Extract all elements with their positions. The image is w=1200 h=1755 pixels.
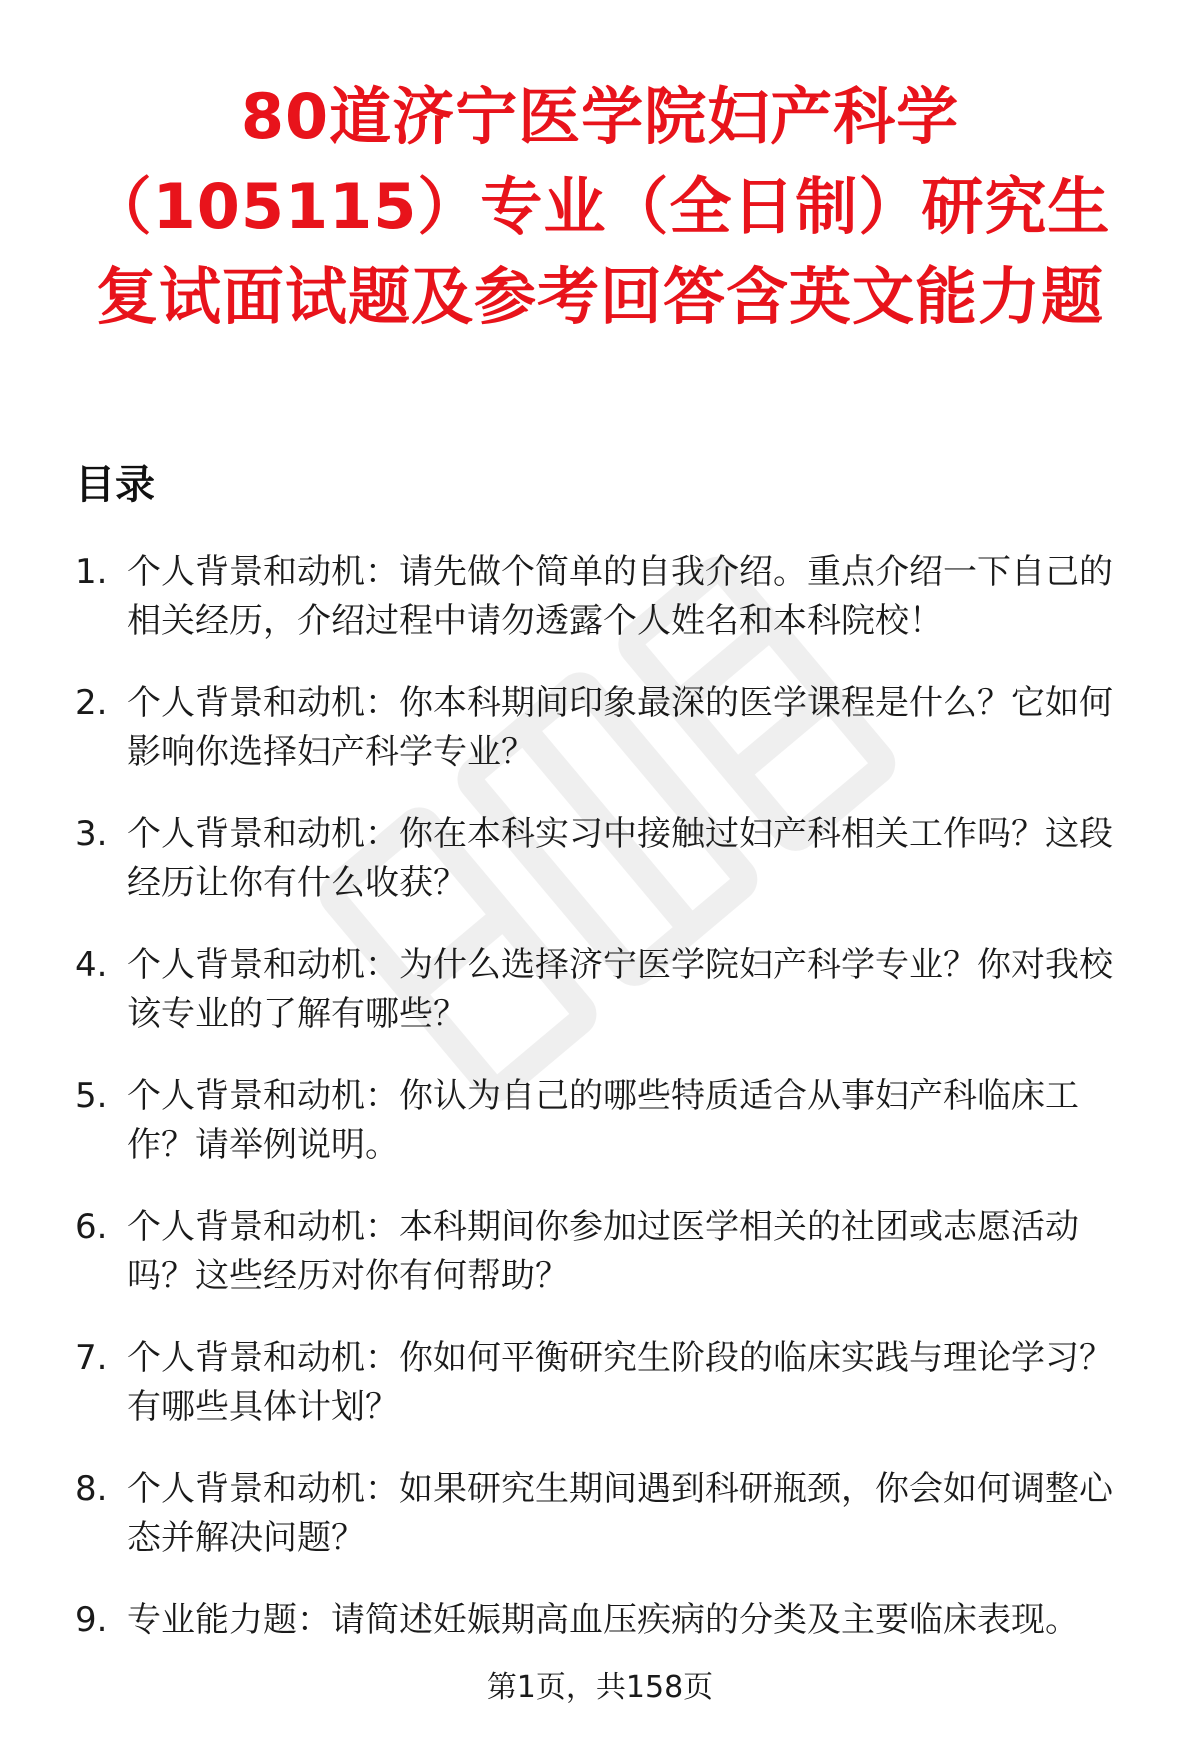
toc-item-number: 4. — [75, 945, 108, 985]
toc-item-text: 个人背景和动机：如果研究生期间遇到科研瓶颈，你会如何调整心态并解决问题？ — [127, 1469, 1113, 1558]
toc-item-text: 个人背景和动机：本科期间你参加过医学相关的社团或志愿活动吗？这些经历对你有何帮助？ — [127, 1207, 1079, 1296]
toc-item[interactable] — [75, 1596, 1140, 1645]
toc-item[interactable] — [75, 1203, 1140, 1301]
toc-item[interactable] — [75, 679, 1140, 777]
toc-item-text: 个人背景和动机：为什么选择济宁医学院妇产科学专业？你对我校该专业的了解有哪些？ — [127, 945, 1113, 1034]
toc-item-text: 个人背景和动机：你如何平衡研究生阶段的临床实践与理论学习？有哪些具体计划？ — [127, 1338, 1113, 1427]
toc-item[interactable] — [75, 1465, 1140, 1563]
page-footer: 第1页，共158页 — [486, 1670, 714, 1705]
toc-item-text: 个人背景和动机：你本科期间印象最深的医学课程是什么？它如何影响你选择妇产科学专业？ — [127, 683, 1113, 772]
toc-item-text: 个人背景和动机：你认为自己的哪些特质适合从事妇产科临床工作？请举例说明。 — [127, 1076, 1079, 1165]
toc-item-text: 个人背景和动机：你在本科实习中接触过妇产科相关工作吗？这段经历让你有什么收获？ — [127, 814, 1113, 903]
document-title: 80道济宁医学院妇产科学（105115）专业（全日制）研究生复试面试题及参考回答含英文能力题 — [89, 80, 1111, 333]
toc-item-number: 3. — [75, 814, 108, 854]
toc-item-number: 8. — [75, 1469, 108, 1509]
toc-item[interactable] — [75, 1334, 1140, 1432]
toc-item-number: 6. — [75, 1207, 108, 1247]
toc-item[interactable] — [75, 1072, 1140, 1170]
toc-item-number: 9. — [75, 1600, 108, 1640]
toc-item[interactable] — [75, 941, 1140, 1039]
toc-item[interactable] — [75, 548, 1140, 646]
toc-list — [75, 548, 1140, 1645]
toc-item-number: 2. — [75, 683, 108, 723]
toc-item-number: 5. — [75, 1076, 108, 1116]
toc-item[interactable] — [75, 810, 1140, 908]
toc-item-text: 个人背景和动机：请先做个简单的自我介绍。重点介绍一下自己的相关经历，介绍过程中请勿透露个人姓名和本科院校！ — [127, 552, 1113, 641]
toc-item-text: 专业能力题：请简述妊娠期高血压疾病的分类及主要临床表现。 — [127, 1600, 1079, 1640]
toc-item-number: 7. — [75, 1338, 108, 1378]
toc-item-number: 1. — [75, 552, 108, 592]
toc-heading: 目录 — [75, 462, 155, 508]
